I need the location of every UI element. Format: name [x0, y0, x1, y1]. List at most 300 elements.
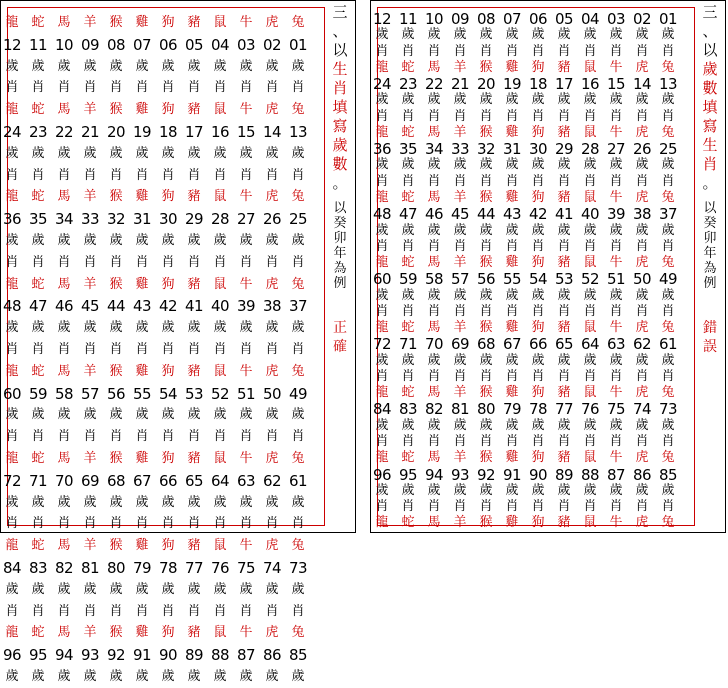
zodiac-label: 鼠: [213, 189, 227, 205]
zodiac-label: 虎: [265, 451, 279, 466]
age-unit: 歲: [401, 482, 415, 498]
zodiac-label: 蛇: [31, 276, 45, 292]
age-number: 74: [262, 559, 282, 577]
age-unit: 歲: [291, 581, 305, 597]
age-unit: 歲: [609, 352, 623, 368]
age-unit: 歲: [135, 669, 149, 684]
age-unit: 歲: [453, 352, 467, 368]
age-unit: 歲: [265, 58, 279, 74]
age-number: 85: [658, 465, 678, 484]
zodiac-unit: 肖: [239, 516, 253, 532]
zodiac-label: 牛: [609, 385, 623, 401]
age-unit: 歲: [427, 287, 441, 303]
zodiac-label: 虎: [635, 124, 649, 140]
zodiac-label: 兔: [291, 451, 305, 466]
zodiac-unit: 肖: [57, 342, 71, 357]
age-unit: 歲: [479, 27, 493, 43]
age-number: 74: [632, 400, 652, 419]
age-number: 96: [2, 646, 22, 665]
zodiac-label: 馬: [427, 515, 441, 531]
zodiac-label: 龍: [5, 102, 19, 118]
age-unit: 歲: [239, 407, 253, 423]
age-number: 31: [132, 210, 152, 229]
age-number: 21: [80, 123, 100, 141]
age-unit: 歲: [213, 581, 227, 597]
age-number: 12: [372, 10, 392, 28]
zodiac-unit: 肖: [83, 516, 97, 532]
age-unit: 歲: [161, 407, 175, 423]
age-unit: 歲: [635, 157, 649, 173]
example-note-char: 以: [333, 201, 347, 216]
age-unit: 歲: [83, 669, 97, 684]
age-number: 63: [236, 471, 256, 490]
age-unit: 歲: [83, 407, 97, 423]
age-unit: 歲: [135, 233, 149, 248]
zodiac-label: 猴: [479, 385, 493, 401]
age-number: 65: [554, 335, 574, 354]
age-number: 11: [398, 10, 418, 28]
age-number: 94: [54, 646, 74, 665]
age-number: 07: [132, 35, 152, 54]
wrong-example-panel: [370, 0, 726, 533]
zodiac-label: 兔: [661, 450, 675, 466]
zodiac-label: 蛇: [401, 124, 415, 140]
zodiac-unit: 肖: [109, 603, 123, 619]
zodiac-label: 蛇: [401, 385, 415, 401]
age-unit: 歲: [213, 58, 227, 74]
age-unit: 歲: [213, 669, 227, 684]
zodiac-label: 羊: [83, 538, 97, 554]
age-unit: 歲: [583, 352, 597, 368]
zodiac-label: 羊: [83, 625, 97, 641]
age-unit: 歲: [57, 233, 71, 248]
age-number: 58: [54, 384, 74, 403]
example-note-char: 為: [703, 261, 717, 276]
age-unit: 歲: [135, 494, 149, 510]
age-number: 46: [54, 297, 74, 316]
age-unit: 歲: [109, 669, 123, 684]
zodiac-label: 狗: [531, 255, 545, 271]
zodiac-label: 龍: [375, 124, 389, 140]
zodiac-label: 狗: [531, 450, 545, 466]
zodiac-label: 豬: [187, 625, 201, 641]
zodiac-label: 羊: [453, 515, 467, 531]
age-unit: 歲: [375, 92, 389, 108]
zodiac-label: 鼠: [583, 320, 597, 336]
zodiac-unit: 肖: [31, 342, 45, 357]
age-number: 75: [606, 400, 626, 419]
zodiac-label: 猴: [479, 59, 493, 75]
zodiac-unit: 肖: [479, 43, 493, 59]
zodiac-label: 馬: [427, 255, 441, 271]
age-unit: 歲: [505, 222, 519, 238]
zodiac-label: 蛇: [31, 102, 45, 118]
age-number: 90: [528, 465, 548, 484]
zodiac-unit: 肖: [661, 43, 675, 59]
age-number: 44: [106, 297, 126, 316]
age-number: 64: [210, 471, 230, 490]
zodiac-unit: 肖: [375, 173, 389, 189]
zodiac-unit: 肖: [291, 254, 305, 270]
age-unit: 歲: [239, 669, 253, 684]
zodiac-unit: 肖: [531, 173, 545, 189]
age-unit: 歲: [661, 287, 675, 303]
age-unit: 歲: [187, 581, 201, 597]
age-number: 19: [502, 75, 522, 94]
zodiac-unit: 肖: [375, 499, 389, 515]
zodiac-unit: 肖: [135, 516, 149, 532]
age-number: 35: [398, 140, 418, 159]
age-unit: 歲: [375, 222, 389, 238]
age-unit: 歲: [479, 157, 493, 173]
age-number: 23: [28, 123, 48, 141]
age-unit: 歲: [427, 222, 441, 238]
zodiac-label: 蛇: [31, 363, 45, 379]
age-unit: 歲: [83, 145, 97, 161]
age-unit: 歲: [557, 287, 571, 303]
age-number: 34: [54, 210, 74, 229]
age-number: 51: [236, 384, 256, 403]
zodiac-label: 豬: [557, 255, 571, 271]
age-number: 80: [476, 400, 496, 419]
age-number: 39: [606, 205, 626, 224]
zodiac-unit: 肖: [661, 303, 675, 319]
zodiac-unit: 肖: [505, 108, 519, 124]
age-unit: 歲: [239, 581, 253, 597]
age-number: 68: [476, 335, 496, 354]
zodiac-unit: 肖: [479, 303, 493, 319]
age-number: 46: [424, 205, 444, 224]
title-char: 以: [702, 41, 718, 59]
age-unit: 歲: [265, 407, 279, 423]
zodiac-label: 龍: [375, 385, 389, 401]
zodiac-unit: 肖: [427, 303, 441, 319]
age-unit: 歲: [583, 417, 597, 433]
zodiac-label: 狗: [161, 15, 175, 30]
zodiac-unit: 肖: [505, 368, 519, 384]
age-unit: 歲: [583, 92, 597, 108]
zodiac-label: 鼠: [583, 189, 597, 205]
age-unit: 歲: [57, 320, 71, 336]
age-number: 60: [2, 384, 22, 403]
age-number: 55: [132, 384, 152, 403]
zodiac-unit: 肖: [479, 238, 493, 254]
zodiac-unit: 肖: [609, 368, 623, 384]
age-unit: 歲: [635, 92, 649, 108]
zodiac-label: 雞: [135, 102, 149, 118]
zodiac-unit: 肖: [427, 43, 441, 59]
zodiac-unit: 肖: [57, 516, 71, 532]
zodiac-label: 鼠: [583, 59, 597, 75]
age-number: 57: [80, 384, 100, 403]
zodiac-unit: 肖: [557, 43, 571, 59]
age-number: 29: [184, 210, 204, 229]
zodiac-label: 豬: [187, 15, 201, 30]
age-number: 70: [424, 335, 444, 354]
age-unit: 歲: [505, 287, 519, 303]
zodiac-unit: 肖: [635, 499, 649, 515]
zodiac-label: 牛: [609, 515, 623, 531]
age-unit: 歲: [531, 352, 545, 368]
zodiac-label: 猴: [479, 515, 493, 531]
zodiac-label: 虎: [635, 255, 649, 271]
age-number: 73: [288, 559, 308, 577]
zodiac-unit: 肖: [427, 434, 441, 450]
zodiac-unit: 肖: [291, 429, 305, 445]
age-unit: 歲: [239, 58, 253, 74]
zodiac-label: 豬: [557, 385, 571, 401]
age-number: 10: [424, 10, 444, 28]
zodiac-label: 龍: [375, 450, 389, 466]
zodiac-unit: 肖: [635, 43, 649, 59]
age-number: 06: [158, 35, 178, 54]
age-unit: 歲: [609, 222, 623, 238]
zodiac-label: 牛: [239, 451, 253, 466]
zodiac-unit: 肖: [583, 238, 597, 254]
zodiac-unit: 肖: [31, 80, 45, 96]
title-highlight-char: 肖: [702, 155, 718, 173]
zodiac-label: 羊: [83, 15, 97, 30]
age-number: 75: [236, 559, 256, 577]
zodiac-unit: 肖: [187, 516, 201, 532]
zodiac-unit: 肖: [213, 516, 227, 532]
example-note-char: 年: [333, 246, 347, 261]
age-unit: 歲: [453, 482, 467, 498]
age-number: 01: [658, 10, 678, 28]
zodiac-label: 兔: [291, 15, 305, 30]
zodiac-label: 牛: [239, 189, 253, 205]
age-number: 77: [184, 559, 204, 577]
zodiac-label: 雞: [505, 124, 519, 140]
zodiac-label: 雞: [135, 363, 149, 379]
age-number: 20: [106, 123, 126, 141]
zodiac-label: 狗: [161, 538, 175, 554]
zodiac-unit: 肖: [291, 342, 305, 357]
zodiac-label: 猴: [109, 451, 123, 466]
zodiac-unit: 肖: [557, 434, 571, 450]
zodiac-label: 牛: [609, 124, 623, 140]
age-unit: 歲: [5, 669, 19, 684]
zodiac-unit: 肖: [505, 238, 519, 254]
age-unit: 歲: [453, 157, 467, 173]
age-number: 79: [132, 559, 152, 577]
age-number: 30: [528, 140, 548, 159]
zodiac-label: 雞: [135, 276, 149, 292]
age-number: 38: [262, 297, 282, 316]
age-unit: 歲: [427, 417, 441, 433]
zodiac-unit: 肖: [187, 167, 201, 183]
age-unit: 歲: [5, 145, 19, 161]
zodiac-unit: 肖: [83, 167, 97, 183]
zodiac-unit: 肖: [479, 368, 493, 384]
zodiac-label: 虎: [265, 363, 279, 379]
zodiac-unit: 肖: [583, 434, 597, 450]
zodiac-unit: 肖: [531, 43, 545, 59]
zodiac-label: 豬: [187, 189, 201, 205]
zodiac-label: 蛇: [31, 538, 45, 554]
age-unit: 歲: [635, 482, 649, 498]
zodiac-unit: 肖: [401, 108, 415, 124]
age-unit: 歲: [161, 145, 175, 161]
zodiac-unit: 肖: [557, 238, 571, 254]
age-number: 81: [450, 400, 470, 419]
zodiac-unit: 肖: [453, 108, 467, 124]
age-number: 50: [262, 384, 282, 403]
age-number: 32: [476, 140, 496, 159]
zodiac-label: 蛇: [401, 189, 415, 205]
age-number: 88: [580, 465, 600, 484]
age-number: 48: [2, 297, 22, 316]
zodiac-label: 狗: [161, 625, 175, 641]
age-number: 13: [658, 75, 678, 94]
zodiac-label: 牛: [239, 102, 253, 118]
age-unit: 歲: [505, 157, 519, 173]
zodiac-unit: 肖: [5, 342, 19, 357]
age-number: 83: [398, 400, 418, 419]
zodiac-label: 猴: [109, 102, 123, 118]
age-number: 17: [554, 75, 574, 94]
zodiac-label: 虎: [265, 625, 279, 641]
age-unit: 歲: [661, 27, 675, 43]
age-number: 59: [398, 270, 418, 289]
zodiac-label: 馬: [57, 15, 71, 30]
zodiac-label: 馬: [427, 124, 441, 140]
zodiac-unit: 肖: [239, 254, 253, 270]
zodiac-unit: 肖: [375, 434, 389, 450]
age-number: 10: [54, 35, 74, 54]
zodiac-label: 蛇: [401, 515, 415, 531]
age-number: 53: [554, 270, 574, 289]
title-char: 三: [332, 3, 348, 21]
zodiac-unit: 肖: [31, 254, 45, 270]
age-unit: 歲: [401, 352, 415, 368]
age-number: 84: [372, 400, 392, 419]
age-number: 35: [28, 210, 48, 229]
zodiac-unit: 肖: [187, 429, 201, 445]
age-number: 67: [132, 471, 152, 490]
zodiac-unit: 肖: [109, 254, 123, 270]
title-highlight-char: 填: [332, 98, 348, 116]
age-unit: 歲: [239, 320, 253, 336]
age-unit: 歲: [609, 287, 623, 303]
zodiac-label: 狗: [531, 124, 545, 140]
age-number: 27: [606, 140, 626, 159]
age-number: 83: [28, 559, 48, 577]
zodiac-unit: 肖: [635, 303, 649, 319]
age-unit: 歲: [31, 145, 45, 161]
zodiac-unit: 肖: [427, 108, 441, 124]
zodiac-unit: 肖: [239, 167, 253, 183]
zodiac-label: 猴: [109, 363, 123, 379]
zodiac-label: 鼠: [213, 625, 227, 641]
age-unit: 歲: [531, 157, 545, 173]
age-unit: 歲: [291, 669, 305, 684]
zodiac-label: 馬: [427, 59, 441, 75]
age-number: 85: [288, 646, 308, 665]
age-unit: 歲: [239, 145, 253, 161]
zodiac-label: 兔: [661, 320, 675, 336]
zodiac-label: 豬: [187, 276, 201, 292]
age-number: 26: [632, 140, 652, 159]
title-highlight-char: 歲: [332, 136, 348, 154]
zodiac-label: 鼠: [213, 451, 227, 466]
zodiac-unit: 肖: [583, 368, 597, 384]
age-number: 26: [262, 210, 282, 229]
age-unit: 歲: [57, 581, 71, 597]
title-highlight-char: 生: [332, 60, 348, 78]
example-note-char: 癸: [703, 216, 717, 231]
age-unit: 歲: [57, 58, 71, 74]
zodiac-label: 羊: [453, 124, 467, 140]
age-number: 38: [632, 205, 652, 224]
age-unit: 歲: [5, 233, 19, 248]
zodiac-unit: 肖: [609, 499, 623, 515]
zodiac-label: 猴: [479, 255, 493, 271]
title-char: 以: [332, 41, 348, 59]
age-number: 96: [372, 465, 392, 484]
title-highlight-char: 生: [702, 136, 718, 154]
age-number: 18: [158, 123, 178, 141]
zodiac-label: 狗: [161, 189, 175, 205]
zodiac-unit: 肖: [135, 603, 149, 619]
zodiac-unit: 肖: [239, 342, 253, 357]
age-number: 79: [502, 400, 522, 419]
age-number: 02: [262, 35, 282, 54]
age-number: 60: [372, 270, 392, 289]
age-unit: 歲: [479, 287, 493, 303]
age-unit: 歲: [505, 92, 519, 108]
age-unit: 歲: [31, 407, 45, 423]
age-unit: 歲: [505, 417, 519, 433]
zodiac-unit: 肖: [109, 80, 123, 96]
zodiac-unit: 肖: [265, 516, 279, 532]
zodiac-label: 雞: [505, 189, 519, 205]
zodiac-label: 雞: [135, 189, 149, 205]
age-number: 52: [210, 384, 230, 403]
title-highlight-char: 填: [702, 98, 718, 116]
zodiac-unit: 肖: [453, 238, 467, 254]
age-number: 19: [132, 123, 152, 141]
zodiac-unit: 肖: [453, 434, 467, 450]
age-unit: 歲: [401, 27, 415, 43]
age-unit: 歲: [453, 92, 467, 108]
age-unit: 歲: [291, 233, 305, 248]
zodiac-unit: 肖: [109, 167, 123, 183]
age-number: 87: [606, 465, 626, 484]
zodiac-unit: 肖: [187, 342, 201, 357]
age-unit: 歲: [265, 581, 279, 597]
age-number: 42: [158, 297, 178, 316]
age-number: 61: [288, 471, 308, 490]
zodiac-label: 牛: [239, 15, 253, 30]
zodiac-unit: 肖: [265, 603, 279, 619]
age-number: 41: [184, 297, 204, 316]
age-unit: 歲: [83, 233, 97, 248]
zodiac-label: 羊: [83, 451, 97, 466]
zodiac-unit: 肖: [213, 429, 227, 445]
zodiac-label: 兔: [291, 625, 305, 641]
zodiac-unit: 肖: [427, 499, 441, 515]
age-unit: 歲: [375, 352, 389, 368]
title-highlight-char: 寫: [332, 117, 348, 135]
verdict-char: 誤: [703, 339, 717, 355]
zodiac-unit: 肖: [635, 173, 649, 189]
age-number: 86: [632, 465, 652, 484]
zodiac-label: 雞: [505, 385, 519, 401]
zodiac-unit: 肖: [505, 43, 519, 59]
zodiac-unit: 肖: [557, 368, 571, 384]
zodiac-label: 牛: [609, 189, 623, 205]
